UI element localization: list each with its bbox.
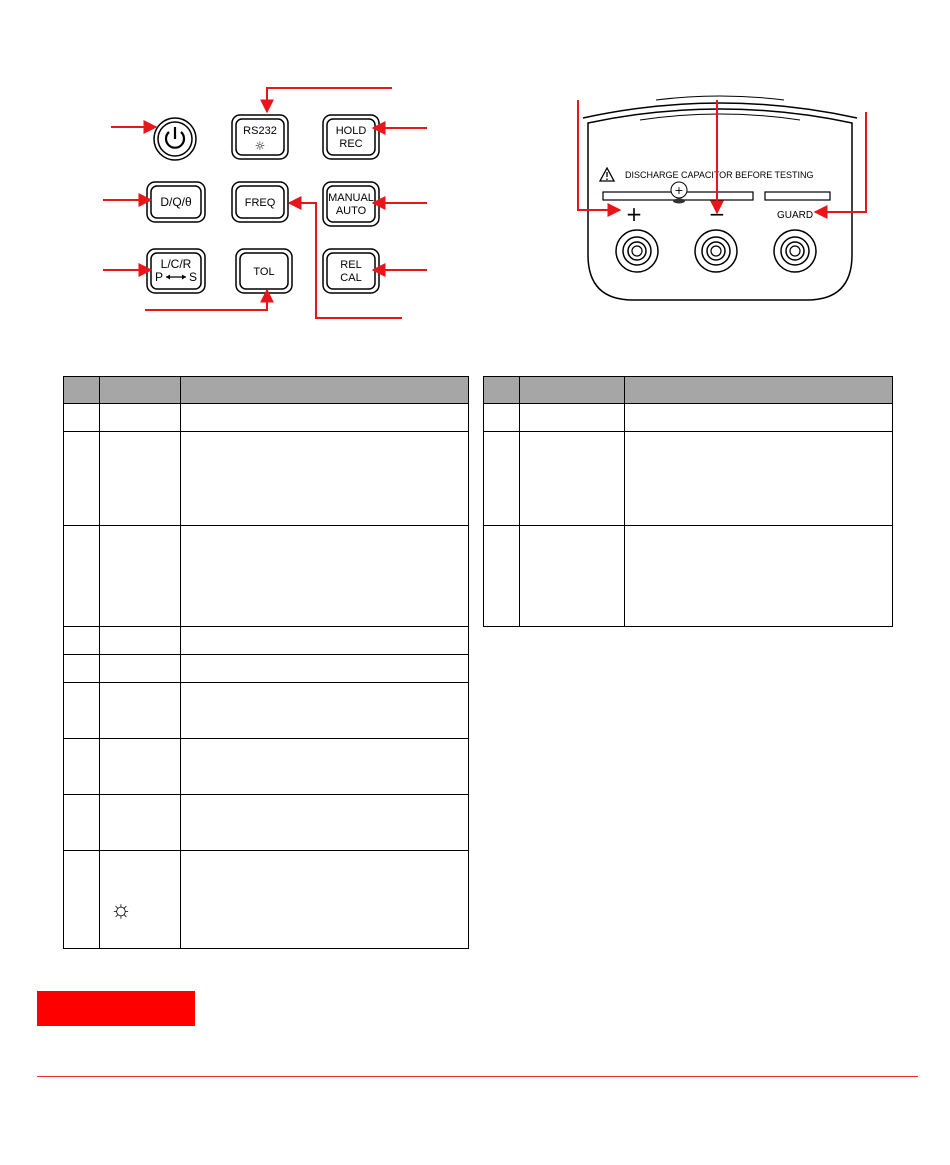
- parallel-label: P: [154, 270, 164, 284]
- lcr-ps-button[interactable]: [147, 249, 205, 293]
- table-row: [64, 683, 469, 739]
- backlight-icon: ☼: [254, 139, 266, 153]
- key-function-table: [63, 376, 469, 949]
- rec-label: REC: [339, 138, 363, 150]
- section-banner: [37, 991, 195, 1026]
- table-row: [64, 851, 469, 949]
- table-row: [484, 432, 893, 526]
- manual-label: MANUAL: [328, 192, 374, 204]
- guard-terminal-label: GUARD: [776, 210, 814, 221]
- table-row: [484, 404, 893, 432]
- power-button[interactable]: [154, 118, 196, 160]
- freq-button[interactable]: [232, 182, 288, 222]
- plus-jack: [616, 230, 658, 272]
- table-row: [64, 627, 469, 655]
- table-header: [64, 377, 469, 404]
- table-row: [64, 655, 469, 683]
- table-row: [64, 404, 469, 432]
- footer-divider: [37, 1076, 918, 1077]
- table-row: [484, 526, 893, 627]
- terminal-panel: [583, 96, 857, 300]
- cal-label: CAL: [340, 272, 362, 284]
- rs232-backlight-button[interactable]: [232, 115, 288, 159]
- lcr-label: L/C/R: [160, 257, 192, 271]
- terminal-function-table: [483, 376, 893, 627]
- dq-label: D/Q/θ: [160, 195, 192, 209]
- table-header: [484, 377, 893, 404]
- auto-label: AUTO: [335, 205, 367, 217]
- discharge-warning: DISCHARGE CAPACITOR BEFORE TESTING: [625, 170, 814, 180]
- hold-rec-button[interactable]: [323, 115, 379, 159]
- table-row: [64, 739, 469, 795]
- hold-label: HOLD: [335, 125, 367, 137]
- svg-text:+: +: [674, 184, 684, 197]
- backlight-icon: ☼: [110, 896, 132, 923]
- rel-label: REL: [340, 259, 362, 271]
- series-label: S: [188, 270, 198, 284]
- minus-terminal-label: −: [708, 202, 726, 226]
- front-panel-diagram: [0, 0, 950, 360]
- table-row: [64, 526, 469, 627]
- freq-label: FREQ: [244, 197, 276, 209]
- rs232-label: RS232: [243, 125, 277, 137]
- tol-label: TOL: [253, 266, 275, 278]
- guard-jack: [774, 230, 816, 272]
- rel-cal-button[interactable]: [323, 249, 379, 293]
- tol-button[interactable]: [236, 249, 292, 293]
- table-row: [64, 795, 469, 851]
- plus-terminal-label: +: [625, 202, 643, 226]
- manual-auto-button[interactable]: [323, 182, 379, 226]
- minus-jack: [695, 230, 737, 272]
- dq-theta-button[interactable]: [147, 182, 205, 222]
- table-row: [64, 432, 469, 526]
